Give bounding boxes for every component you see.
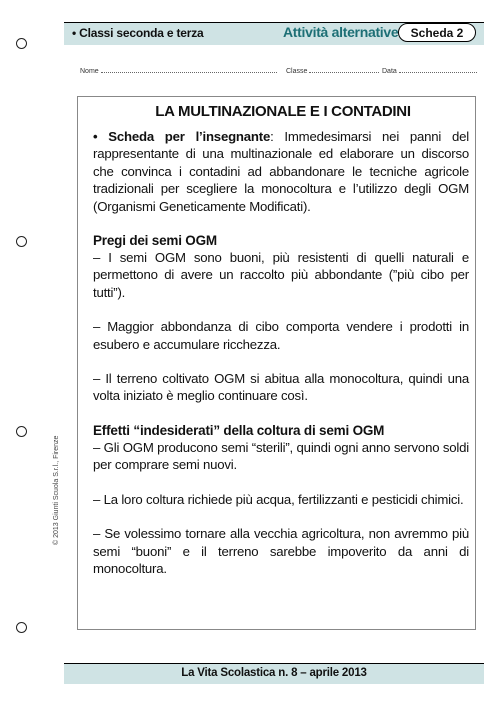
- student-fields: [80, 66, 480, 78]
- sheet-badge: Scheda 2: [398, 23, 476, 42]
- document-title: LA MULTINAZIONALE E I CONTADINI: [155, 103, 411, 120]
- cons-item-2: – La loro coltura richiede più acqua, fertilizzanti e pesticidi chimici.: [93, 491, 464, 507]
- date-line[interactable]: [399, 66, 477, 73]
- name-label: Nome: [80, 68, 99, 75]
- date-label: Data: [382, 68, 397, 75]
- worksheet-content: [93, 103, 469, 577]
- pros-item-2: – Maggior abbondanza di cibo comporta vendere i prodotti in esubero e accumulare ricchezza.: [93, 319, 469, 352]
- copyright-credit: © 2013 Giunti Scuola S.r.l., Firenze: [53, 435, 60, 545]
- instructions-text: : Immedesimarsi nei panni del rappresentante di una multinazionale ed elaborare un discorso che convinca i contadini ad abbandonare le tecniche agricole tradizionali per scegliere la monocoltura e l’utilizzo degli OGM (Organismi Geneticamente Modificati).: [93, 129, 469, 214]
- cons-item-3: – Se volessimo tornare alla vecchia agricoltura, non avremmo più semi “buoni” e il terreno sarebbe impoverito da anni di monocoltura.: [93, 526, 469, 576]
- binder-hole-2: [16, 236, 27, 247]
- binder-hole-1: [16, 38, 27, 49]
- class-level-label: • Classi seconda e terza: [72, 26, 204, 40]
- section-title: Attività alternative: [283, 24, 399, 40]
- class-line[interactable]: [309, 66, 379, 73]
- section-heading-pros: Pregi dei semi OGM: [93, 233, 217, 249]
- footer-publication: La Vita Scolastica n. 8 – aprile 2013: [181, 667, 367, 679]
- binder-hole-4: [16, 622, 27, 633]
- section-heading-cons: Effetti “indesiderati” della coltura di semi OGM: [93, 422, 385, 438]
- teacher-instructions: [93, 128, 469, 215]
- binder-hole-3: [16, 426, 27, 437]
- instructions-lead: • Scheda per l’insegnante: [93, 129, 271, 144]
- class-label: Classe: [286, 68, 308, 75]
- name-line[interactable]: [101, 66, 277, 73]
- pros-item-3: – Il terreno coltivato OGM si abitua alla monocoltura, quindi una volta iniziato è meglio continuare così.: [93, 371, 469, 404]
- cons-item-1: – Gli OGM producono semi “sterili”, quindi ogni anno servono soldi per comprare semi nuovi.: [93, 439, 469, 473]
- pros-item-1: – I semi OGM sono buoni, più resistenti di quelli naturali e permettono di avere un raccolto più abbondante (”più cibo per tutti”).: [93, 250, 469, 300]
